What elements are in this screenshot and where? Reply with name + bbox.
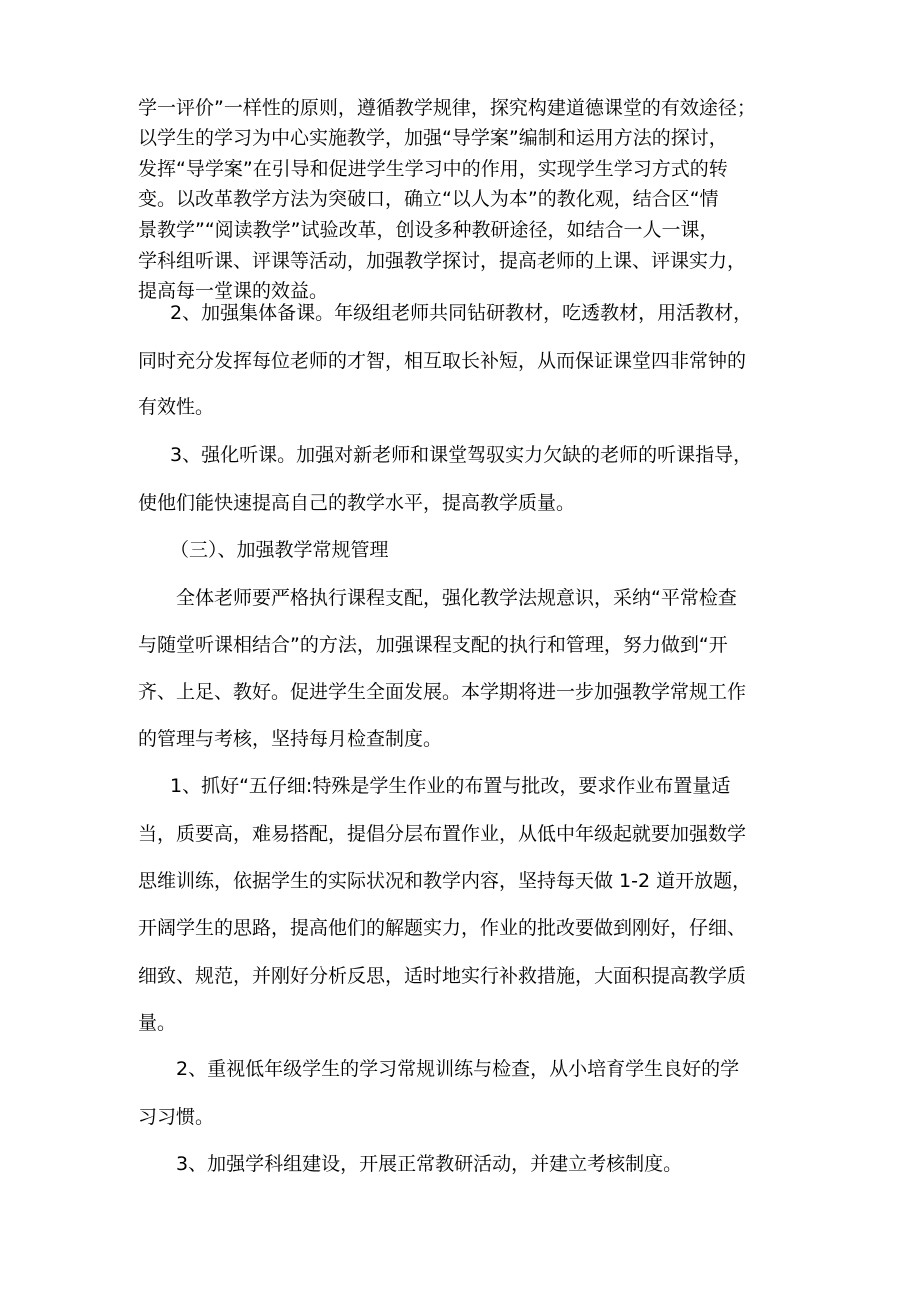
text-line: 提高每一堂课的效益。: [138, 280, 329, 302]
text-line: 发挥“导学案”在引导和促进学生学习中的作用，实现学生学习方式的转: [138, 158, 728, 180]
text-line: 与随堂听课相结合”的方法，加强课程支配的执行和管理，努力做到“开: [138, 634, 728, 656]
text-line: 学科组听课、评课等活动，加强教学探讨，提高老师的上课、评课实力，: [138, 250, 747, 272]
text-line: 同时充分发挥每位老师的才智，相互取长补短，从而保证课堂四非常钟的: [138, 350, 747, 372]
text-line: 3、强化听课。加强对新老师和课堂驾驭实力欠缺的老师的听课指导，: [170, 444, 753, 466]
text-line: 景教学”“阅读教学”试验改革，创设多种教研途径，如结合一人一课，: [138, 219, 719, 241]
text-line: 变。以改革教学方法为突破口，确立“以人为本”的教化观，结合区“情: [138, 188, 719, 210]
text-line: 1、抓好“五仔细:特殊是学生作业的布置与批改，要求作业布置量适: [170, 775, 731, 797]
text-line: 当，质要高，难易搭配，提倡分层布置作业，从低中年级起就要加强数学: [138, 823, 747, 845]
text-line: 思维训练，依据学生的实际状况和教学内容，坚持每天做 1-2 道开放题，: [138, 870, 752, 892]
text-line: 学一评价”一样性的原则，遵循教学规律，探究构建道德课堂的有效途径；: [138, 97, 756, 119]
text-line: 有效性。: [138, 396, 215, 418]
text-line: 全体老师要严格执行课程支配，强化教学法规意识，采纳“平常检查: [176, 587, 737, 609]
text-line: 量。: [138, 1012, 177, 1034]
text-line: 2、重视低年级学生的学习常规训练与检查，从小培育学生良好的学: [176, 1058, 740, 1080]
text-line: 齐、上足、教好。促进学生全面发展。本学期将进一步加强教学常规工作: [138, 681, 747, 703]
text-line: 使他们能快速提高自己的教学水平，提高教学质量。: [138, 492, 576, 514]
text-line: 2、加强集体备课。年级组老师共同钻研教材，吃透教材，用活教材，: [170, 302, 753, 324]
text-line: 细致、规范，并刚好分析反思，适时地实行补救措施，大面积提高教学质: [138, 965, 747, 987]
section-heading: （三）、加强教学常规管理: [170, 539, 389, 561]
text-line: 开阔学生的思路，提高他们的解题实力，作业的批改要做到刚好，仔细、: [138, 917, 747, 939]
text-line: 3、加强学科组建设，开展正常教研活动，并建立考核制度。: [176, 1153, 683, 1175]
text-line: 习习惯。: [138, 1106, 215, 1128]
text-line: 的管理与考核，坚持每月检查制度。: [138, 728, 443, 750]
text-line: 以学生的学习为中心实施教学，加强“导学案”编制和运用方法的探讨，: [138, 127, 728, 149]
